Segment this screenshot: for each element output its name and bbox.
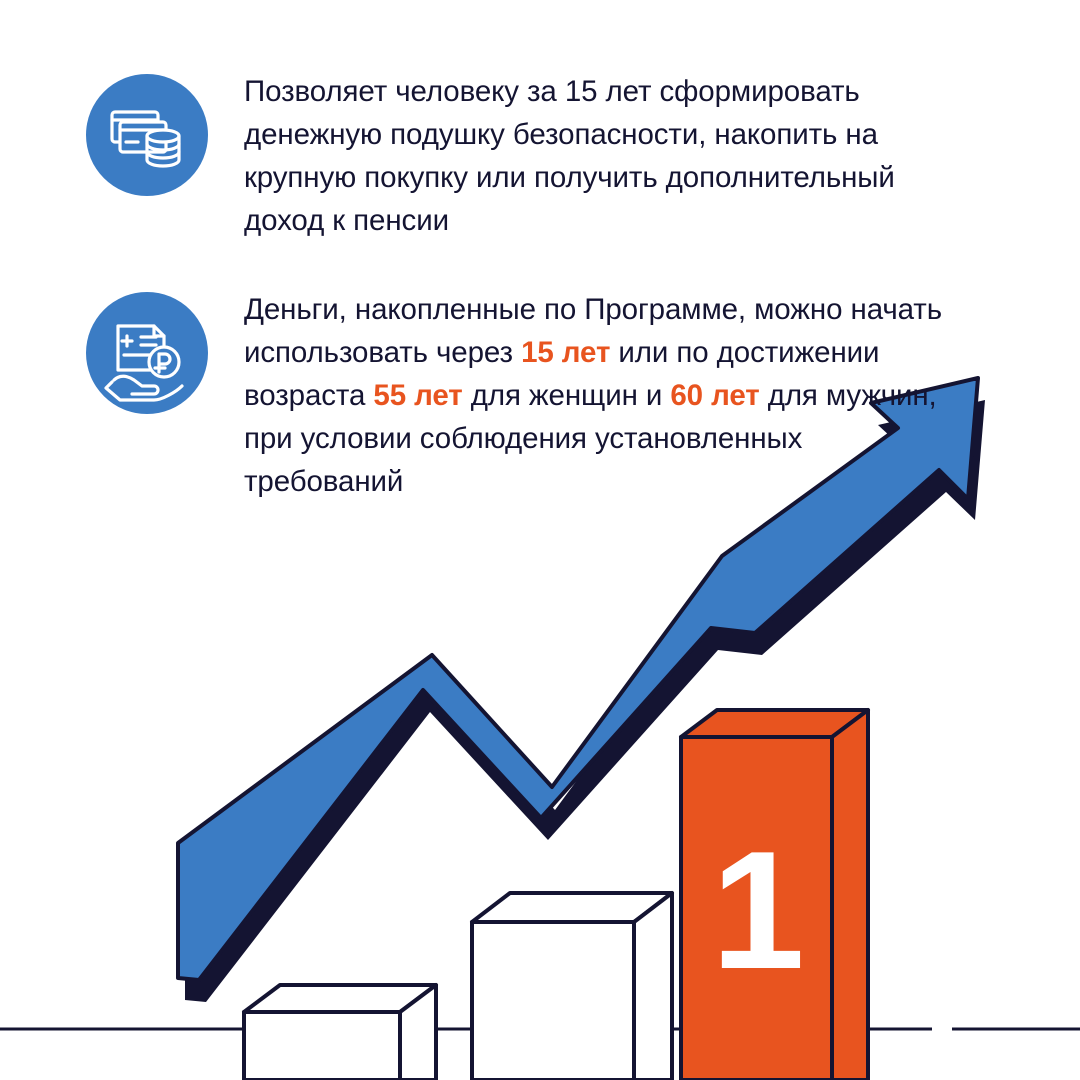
bullet-text-savings: Позволяет человеку за 15 лет сформировать денежную подушку безопасности, накопить на крупную покупку или получить дополнительный доход к пенсии [244,75,895,237]
highlight-15-years: 15 лет [521,336,611,369]
bullet-text-payout-terms: Деньги, накопленные по Программе, можно начать использовать через 15 лет или по достижении возраста 55 лет для женщин и 60 лет для мужчин, при условии соблюдения установленных требований [244,293,942,498]
bar-winner [681,710,868,1080]
highlight-55-years: 55 лет [373,379,463,412]
bullet-item-savings [86,70,964,242]
document-ruble-hand-icon [86,292,208,414]
bullet-item-payout-terms [86,288,964,503]
svg-text:1: 1 [711,816,805,1004]
bar-small [244,985,436,1080]
bar-medium [472,893,672,1080]
highlight-60-years: 60 лет [670,379,760,412]
podium-rank-label [711,816,804,1004]
cards-and-coins-icon [86,74,208,196]
